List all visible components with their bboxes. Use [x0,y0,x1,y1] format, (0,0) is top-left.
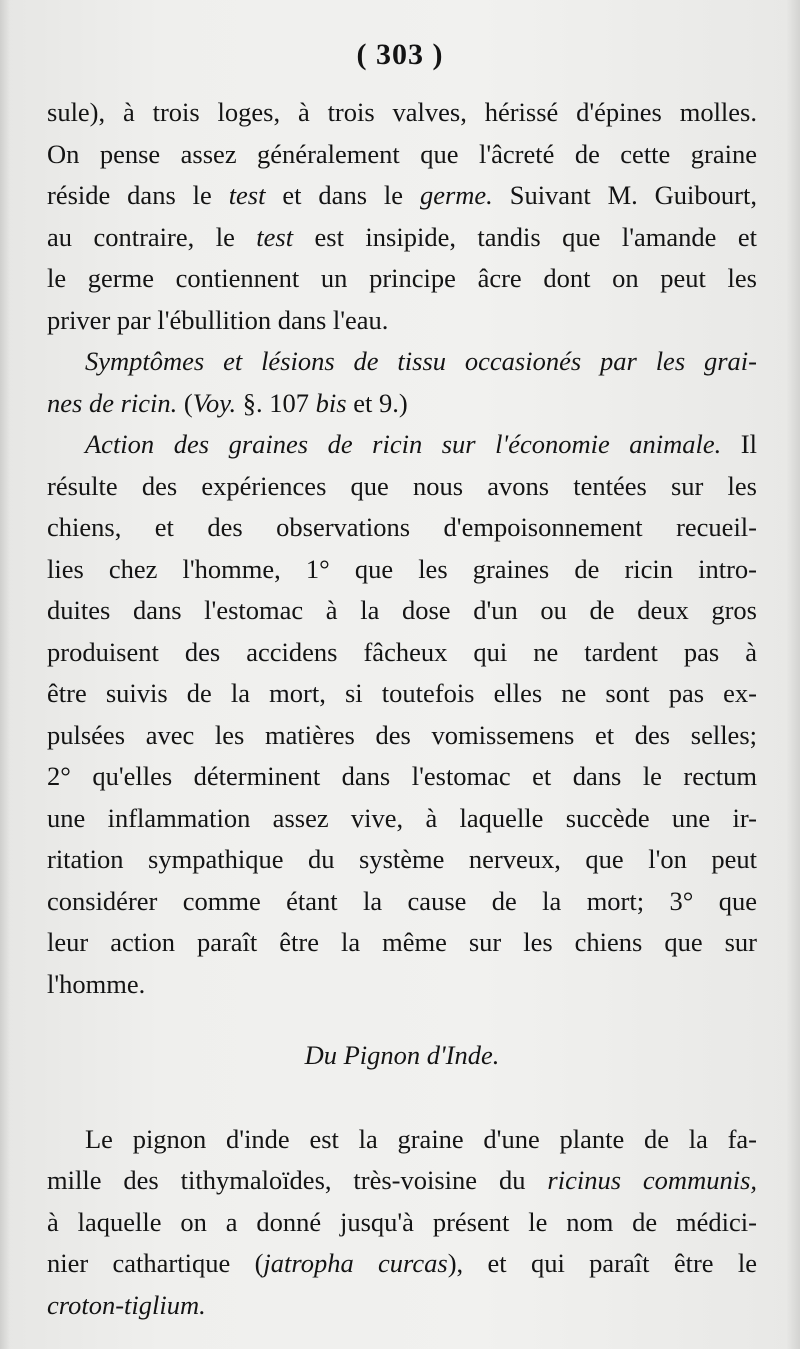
text-line: produisent des accidens fâcheux qui ne tardent pas à [47,636,757,667]
text-line [47,217,757,259]
italic-run: test [228,180,266,210]
text-line: On pense assez généralement que l'âcreté de cette graine [47,138,757,169]
text-line [47,383,757,425]
text-run: Suivant M. Guibourt, [492,180,757,210]
text-run: §. 107 [236,387,316,418]
text-line [47,175,757,217]
text-line: être suivis de la mort, si toutefois elles ne sont pas ex- [47,678,757,708]
italic-run: germe. [419,180,493,210]
page-edge-right [786,0,800,1349]
body-text [47,92,757,1326]
text-line [47,341,757,383]
italic-run: Voy. [192,387,237,418]
page-edge-left [0,0,10,1349]
text-line: pulsées avec les matières des vomissemens et des selles; [47,719,757,750]
text-run: Il [721,429,757,459]
italic-run: nes de ricin. [47,387,178,418]
page-number: ( 303 ) [356,38,444,71]
text-line: duites dans l'estomac à la dose d'un ou de deux gros [47,595,757,625]
text-line: résulte des expériences que nous avons tentées sur les [47,470,757,501]
text-run: nier cathartique ( [47,1248,264,1278]
italic-run: Action des graines de ricin sur l'économie animale. [85,429,722,459]
text-run: et 9.) [346,387,408,418]
text-run: est insipide, tandis que l'amande et [293,221,757,252]
text-line [47,424,757,466]
text-line: à laquelle on a donné jusqu'à présent le nom de médici- [47,1206,757,1237]
text-line: lies chez l'homme, 1° que les graines de ricin intro- [47,553,757,584]
spacer [47,1005,757,1035]
text-line: chiens, et des observations d'empoisonnement recueil- [47,512,757,542]
text-line: une inflammation assez vive, à laquelle succède une ir- [47,802,757,833]
text-run: ), et qui paraît être le [447,1248,757,1278]
text-line: ritation sympathique du système nerveux, que l'on peut [47,844,757,874]
text-line [47,1285,757,1327]
italic-run: jatropha curcas [263,1248,448,1278]
text-run: et dans le [265,180,420,210]
section-heading: Du Pignon d'Inde. [304,1040,500,1070]
italic-run: test [256,221,294,252]
text-line: Le pignon d'inde est la graine d'une plante de la fa- [85,1123,757,1154]
italic-run: Symptômes et lésions de tissu occasionés par les grai- [85,346,757,376]
spacer [47,1077,757,1119]
text-line: leur action paraît être la même sur les chiens que sur [47,927,757,957]
italic-run: bis [315,387,347,418]
text-line [47,1160,757,1202]
text-line: sule), à trois loges, à trois valves, hérissé d'épines molles. [47,97,757,127]
text-line [47,1243,757,1285]
text-run: au contraire, le [47,221,257,252]
text-run: réside dans le [47,180,229,210]
text-line: l'homme. [47,968,146,999]
italic-run: croton-tiglium. [47,1289,206,1320]
text-line: priver par l'ébullition dans l'eau. [47,304,389,335]
text-line: le germe contiennent un principe âcre dont on peut les [47,263,757,293]
text-line: 2° qu'elles déterminent dans l'estomac et dans le rectum [47,761,757,791]
italic-run: ricinus communis, [547,1165,758,1195]
text-run: ( [177,387,193,418]
text-line: considérer comme étant la cause de la mort; 3° que [47,885,757,916]
text-run: mille des tithymaloïdes, très-voisine du [47,1165,548,1195]
